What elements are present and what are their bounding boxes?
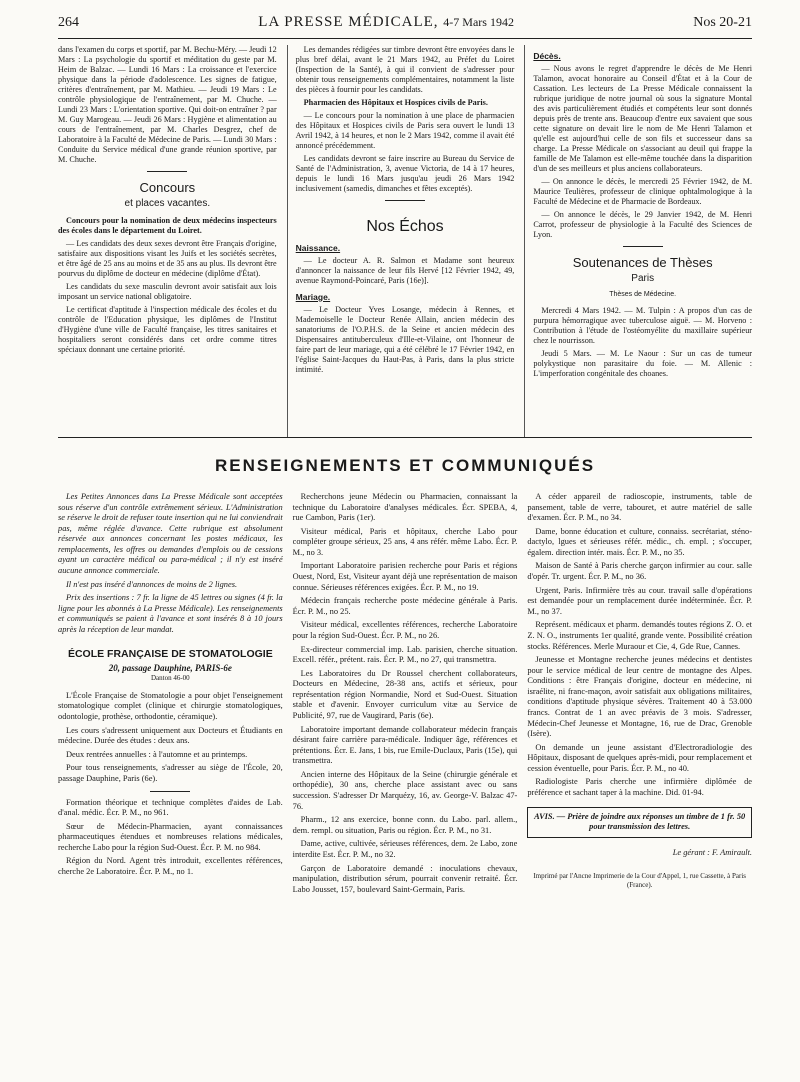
concours-paragraph: Le certificat d'aptitude à l'inspection médicale des écoles et du contrôle de l'Education physique, les diplômes de l'Institut d'Hygiène d'une ville de Faculté française, les titres sanitaires et hospitaliers seront considérés dans cet ordre comme titres spéciaux donnant une certaine priorité. [58,305,277,355]
deces-text: — Nous avons le regret d'apprendre le décès de Me Henri Talamon, avocat honoraire au Conseil d'État et à la Cour de Cassation. Les lecteurs de La Presse Médicale connaissent la rubrique juridique de notre journal où sous la signature Montal des avis particulièrement étudiés et compétents leur sont donnés depuis près de trente ans. Beaucoup d'entre eux savaient que sous cette signature on devait lire le nom de Me Henri Talamon et qu'elle est aujourd'hui celle de son fils et successeur dans sa charge. La Presse Médicale on s'associant au deuil qui frappe la famille de Me Talamon est elle-même touchée dans la disparition d'un de ses meilleurs et plus anciens collaborateurs. [533,64,752,174]
divider [623,246,663,247]
ad-item: Sœur de Médecin-Pharmacien, ayant connaissances pharmaceutiques étendues et nombreuses relations médicales, recherche Labo pour la région Sud-Ouest. Écr. P. M. no 984. [58,821,283,852]
course-schedule: dans l'examen du corps et sportif, par M. Bechu-Méry. — Jeudi 12 Mars : La psychologie du sportif et méditation du geste par M. Heim de Balzac. — Lundi 16 Mars : La croissance et l'exercice physique dans la période d'adolescence. Les signes de fatigue, critères d'entraînement, par M. Mathieu. — Jeudi 19 Mars : Le contrôle physiologique de l'entraînement, par M. Chuche. — Lundi 23 Mars : L'orientation sportive. Qui doit-on entraîner ? par M. Guy Marogeau. — Jeudi 26 Mars : Hygiène et alimentation au cours de l'entraînement, par M. Charles Desgrez, chef de Laboratoire à la Faculté de Médecine de Paris. — Lundi 30 Mars : Conduite du Service médical d'une grande réunion sportive, par M. Chuche. [58,45,277,164]
divider [385,200,425,201]
deces-label: Décès. [533,51,561,61]
paragraph: — Le concours pour la nomination à une place de pharmacien des Hôpitaux et Hospices civils de Paris sera ouvert le lundi 13 Avril 1942, à 14 heures, et non le 2 Mars 1942, comme il avait été annoncé précédemment. [295,111,515,150]
concours-subtitle: et places vacantes. [124,197,211,209]
ad-item: Ex-directeur commercial imp. Lab. parisien, cherche situation. Excell. référ., prétent. rais. Écr. P. M., no 27, qui transmettra. [292,644,518,665]
ads-col-3 [527,492,752,1012]
ecole-title: ÉCOLE FRANÇAISE DE STOMATOLOGIE [67,647,273,660]
ads-col-2 [293,492,518,1012]
section-banner: RENSEIGNEMENTS ET COMMUNIQUÉS [214,456,596,475]
concours-lead: Concours pour la nomination de deux médecins inspecteurs des écoles dans le département du Loiret. [58,216,277,236]
ads-intro: Les Petites Annonces dans La Presse Médicale sont acceptées sous réserve d'un contrôle extrêmement sérieux. L'Administration se réserve le droit de refuser toute insertion qui ne lui conviendrait pas, même réglée d'avance. Cette rubrique est absolument réservée aux annonces concernant les postes médicaux, les remplacements, les offres ou demandes d'emplois ou de cessions ayant un caractère médical ou para-médical ; il n'y est inséré aucune annonce commerciale. [58,492,283,576]
ad-item: Formation théorique et technique complètes d'aides de Lab. d'anal. médic. Écr. P. M., no 961. [58,797,283,818]
journal-name: LA PRESSE MÉDICALE, [258,14,439,30]
ad-item: Visiteur médical, excellentes références, recherche Laboratoire pour la région Sud-Ouest. Écr. P. M., no 26. [292,620,518,640]
divider [150,791,190,792]
printer-credit: Imprimé par l'Ancne Imprimerie de la Cour d'Appel, 1, rue Cassette, à Paris (France). [533,872,746,890]
ad-item: Maison de Santé à Paris cherche garçon infirmier au cour. salle d'opér. Tr. urgent. Écr. P. M., no 36. [527,561,752,582]
upper-section [58,45,752,438]
naissance-text: — Le docteur A. R. Salmon et Madame sont heureux d'annoncer la naissance de leur fils Hervé [12 Février 1942, 49, avenue Raymond-Poincaré, Paris (16e)]. [295,255,515,285]
upper-col-1 [58,45,277,437]
ad-item: Représent. médicaux et pharm. demandés toutes régions Z. O. et Z. N. O., instruments 1er qualité, grande vente. Possibilité création stocks. Références. Merle Muraour et Cie, 4, Gde Rue, Cannes. [527,620,752,651]
ad-item: Urgent, Paris. Infirmière très au cour. travail salle d'opérations est demandée pour un remplacement durée indéterminée. Écr. P. M., no 37. [527,585,752,616]
theses-text: Mercredi 4 Mars 1942. — M. Tulpin : A propos d'un cas de purpura hémorragique avec tuberculose aiguë. — M. Horveno : Contribution à l'étude de l'ostéomyélite du maxillaire supérieur chez le nourrisson. [533,305,752,345]
lower-section [58,492,752,1012]
ecole-text: L'École Française de Stomatologie a pour objet l'enseignement stomatologique complet (clinique et chirurgie stomatologiques, odontologie, prothèse, orthodontie, céramique). [58,690,283,722]
ad-item: Garçon de Laboratoire demandé : inoculations chevaux, manipulation, distribution sérum, pourrait convenir retraité. Écr. Labo Jousset, 157, boulevard Saint-Germain, Paris. [292,863,518,894]
ecole-text: Les cours s'adressent uniquement aux Docteurs et Étudiants en médecine. Durée des études : deux ans. [58,725,283,746]
upper-col-3 [524,45,752,437]
upper-col-2 [287,45,515,437]
page-number: 264 [58,15,79,30]
ecole-text: Pour tous renseignements, s'adresser au siège de l'École, 20, passage Dauphine, Paris (6e). [58,763,283,783]
concours-paragraph: Les candidats du sexe masculin devront avoir satisfait aux lois imposant un service national obligatoire. [58,282,277,302]
paragraph: Les candidats devront se faire inscrire au Bureau du Service de Santé de l'Administration, 3, avenue Victoria, de 14 à 17 heures, depuis le lundi 16 Mars jusqu'au jeudi 26 Mars 1942 inclusivement (samedis, dimanches et fêtes exceptés). [295,154,515,193]
page-header [58,14,752,39]
issue-date: 4-7 Mars 1942 [443,15,514,29]
ecole-text: Deux rentrées annuelles : à l'automne et au printemps. [66,749,248,759]
ads-col-1 [58,492,283,1012]
journal-title [258,14,514,31]
concours-title: Concours [139,180,196,195]
ad-item: Pharm., 12 ans exercice, bonne conn. du Labo. parl. allem., dem. rempl. ou situation, Paris ou région. Écr. P. M., no 31. [292,815,518,835]
ad-item: Visiteur médical, Paris et hôpitaux, cherche Labo pour compléter groupe sérieux, 25 ans, 4 ans référ. même Labo. Écr. P. M., no 3. [292,526,518,557]
theses-text: Jeudi 5 Mars. — M. Le Naour : Sur un cas de tumeur polykystique non parasitaire du foie. — M. Allenic : L'imperforation congénitale des choanes. [533,348,752,378]
soutenances-title: Soutenances de Thèses [572,255,713,271]
deces-text: — On annonce le décès, le mercredi 25 Février 1942, de M. Maurice Teulières, professeur de clinique ophtalmologique à la Faculté de Médecine et de Pharmacie de Bordeaux. [533,177,752,207]
mariage-label: Mariage. [295,291,331,302]
ad-item: Dame, active, cultivée, sérieuses références, dem. 2e Labo, zone interdite Est. Écr. P. M., no 32. [292,839,518,859]
newspaper-page [58,14,752,1012]
ads-minimum: Il n'est pas inséré d'annonces de moins de 2 lignes. [66,579,238,589]
pharmacien-title: Pharmacien des Hôpitaux et Hospices civils de Paris. [303,98,488,107]
deces-text: — On annonce le décès, le 29 Janvier 1942, de M. Henri Carrot, professeur de physiologie à la Faculté des Sciences de Lyon. [533,210,752,240]
ad-item: A céder appareil de radioscopie, instruments, table de pansement, table de verre, tabouret, et autre matériel de salle d'examen. Écr. P. M., no 34. [527,492,752,523]
ad-item: Radiologiste Paris cherche une infirmière diplômée de préférence et sachant taper à la machine. Did. 01-94. [527,777,752,798]
concours-paragraph: — Les candidats des deux sexes devront être Français d'origine, satisfaire aux dispositions visant les Juifs et les sociétés secrètes, et être âgé de 25 ans au moins et de 35 ans au plus. Ils devront être pourvus du diplôme de docteur en médecine (diplôme d'État). [58,239,277,279]
ecole-address: 20, passage Dauphine, PARIS-6e [108,662,232,673]
paragraph: Les demandes rédigées sur timbre devront être envoyées dans le plus bref délai, avant le 21 Mars 1942, au Préfet du Loiret (Inspection de la Santé), à qui il convient de s'adresser pour obtenir tous renseignements complémentaires, notamment la liste des pièces à fournir pour les candidats. [295,45,515,94]
issue-number: Nos 20-21 [693,15,752,30]
ad-item: Important Laboratoire parisien recherche pour Paris et régions Ouest, Nord, Est, Visiteur ayant déjà une représentation de maison connue. Sérieuses références exigées. Écr. P. M., no 19. [292,561,518,592]
ad-item: Région du Nord. Agent très introduit, excellentes références, cherche 2e Laboratoire. Écr. P. M., no 1. [58,856,283,876]
ecole-telephone: Danton 46-00 [150,674,190,683]
ad-item: Laboratoire important demande collaborateur médecin français désirant faire carrière para-médicale. Indiquer âge, références et prétentions. Écr. E. Jans, 1 bis, rue Emile-Duclaux, Paris (15e), qui transmettra. [292,724,518,766]
avis-box: AVIS. — Prière de joindre aux réponses un timbre de 1 fr. 50 pour transmission des lettres. [527,807,752,838]
ad-item: Recherchons jeune Médecin ou Pharmacien, connaissant la technique du Laboratoire d'analyses médicales. Écr. SPEBA, 4, rue Cambon, Paris (1er). [292,492,518,523]
paris-subtitle: Paris [631,273,655,285]
nos-echos-title: Nos Échos [366,218,444,235]
ad-item: On demande un jeune assistant d'Electroradiologie des Hôpitaux, disposant de quelques après-midi, pour remplacement et cession éventuelle, pour Paris. Écr. P. M., no 40. [527,742,752,773]
theses-medecine: Thèses de Médecine. [609,291,677,299]
gerant-signature: Le gérant : F. Amirault. [672,847,752,857]
naissance-label: Naissance. [295,242,341,253]
ad-item: Dame, bonne éducation et culture, connaiss. secrétariat, sténo-dactylo, lgues et sérieuses référ. médic., ch. empl. ; s'occuper, égalem. direction intér. mais. Écr. P. M., no 35. [527,526,752,557]
ads-pricing: Prix des insertions : 7 fr. la ligne de 45 lettres ou signes (4 fr. la ligne pour les abonnés à La Presse Médicale). Les renseignements et communiqués se paient à l'avance et sont insérés 8 à 10 jours après la réception de leur mandat. [58,593,283,634]
ad-item: Médecin français recherche poste médecine générale à Paris. Écr. P. M., no 25. [292,596,518,616]
ad-item: Jeunesse et Montagne recherche jeunes médecins et dentistes pour le service médical de leur centre de montagne des Alpes. Conditions : être Français d'origine, docteur en médecine, ni israélite, ni franc-maçon, avoir satisfait aux obligations militaires, conditions d'aptitude physique sévères. Traitement 40 à 53.000 francs. Contrat de 1 an avec préavis de 3 mois. S'adresser, Médecin-Chef Jeunesse et Montagne, 16, rue de Drac, Grenoble (Isère). [527,655,752,739]
mariage-text: — Le Docteur Yves Losange, médecin à Rennes, et Mademoiselle le Docteur Renée Allain, ancien médecin des sanatoriums de l'O.P.H.S. de la Seine et ancien médecin des Dispensaires antituberculeux d'Ille-et-Vilaine, ont l'honneur de faire part de leur mariage, qui a été célébré le 17 Février 1942, en l'église Saint-Jacques du Haut-Pas, à Paris, dans la plus stricte intimité. [295,305,515,375]
divider [147,171,187,172]
ad-item: Les Laboratoires du Dr Roussel cherchent collaborateurs, Docteurs en Médecine, 28-38 ans, actifs et sérieux, pour représentation région Normandie, Nord et Sud-Ouest. Situation stable et d'avenir. Envoyer curriculum vitæ au Service de Publicité, 97, rue de Vaugirard, Paris (6e). [292,668,518,720]
ad-item: Ancien interne des Hôpitaux de la Seine (chirurgie générale et orthopédie), 30 ans, cherche place assistant avec ou sans succession. S'adresser Dr Marquézy, 16, av. George-V. Balzac 47-76. [292,769,518,811]
